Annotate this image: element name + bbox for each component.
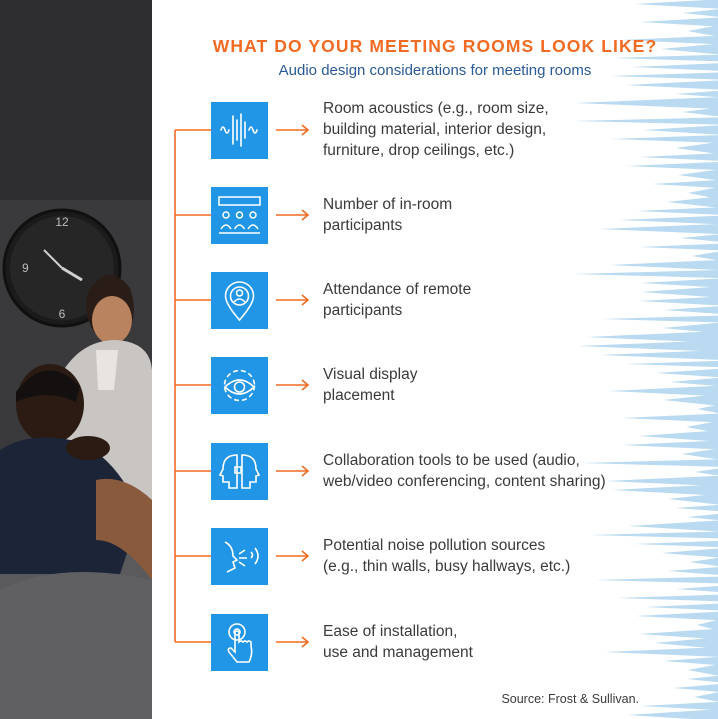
svg-text:12: 12 <box>55 215 69 229</box>
participants-icon <box>211 187 268 244</box>
consideration-room-acoustics <box>323 98 653 161</box>
consideration-noise-sources <box>323 535 653 577</box>
label-line: Potential noise pollution sources <box>323 537 546 554</box>
page-subtitle: Audio design considerations for meeting rooms <box>278 62 592 79</box>
label-line: placement <box>323 387 395 404</box>
arrow-icons <box>276 125 308 647</box>
collaboration-heads-icon <box>211 443 268 500</box>
label-line: participants <box>323 217 403 234</box>
label-line: furniture, drop ceilings, etc.) <box>323 142 515 159</box>
page-title: WHAT DO YOUR MEETING ROOMS LOOK LIKE? <box>212 36 658 56</box>
svg-text:9: 9 <box>22 261 29 275</box>
noise-icon <box>211 528 268 585</box>
label-line: participants <box>323 302 403 319</box>
consideration-remote-participants <box>323 279 653 321</box>
label-line: Collaboration tools to be used (audio, <box>323 452 580 469</box>
touch-hand-icon <box>211 614 268 671</box>
svg-text:6: 6 <box>58 307 66 321</box>
consideration-in-room-participants <box>323 194 653 236</box>
label-line: Ease of installation, <box>323 623 458 640</box>
gear-eye-icon <box>211 357 268 414</box>
label-line: (e.g., thin walls, busy hallways, etc.) <box>323 558 571 575</box>
label-line: Number of in-room <box>323 196 453 213</box>
label-line: use and management <box>323 644 473 661</box>
label-line: Room acoustics (e.g., room size, <box>323 100 549 117</box>
sound-wave-icon <box>211 102 268 159</box>
consideration-visual-display <box>323 364 653 406</box>
location-person-icon <box>211 272 268 329</box>
label-line: building material, interior design, <box>323 121 547 138</box>
consideration-ease-of-installation <box>323 621 653 663</box>
label-line: Visual display <box>323 366 418 383</box>
consideration-collaboration-tools <box>323 450 653 492</box>
label-line: Attendance of remote <box>323 281 472 298</box>
label-line: web/video conferencing, content sharing) <box>323 473 606 490</box>
source-note: Source: Frost & Sullivan. <box>501 692 639 706</box>
